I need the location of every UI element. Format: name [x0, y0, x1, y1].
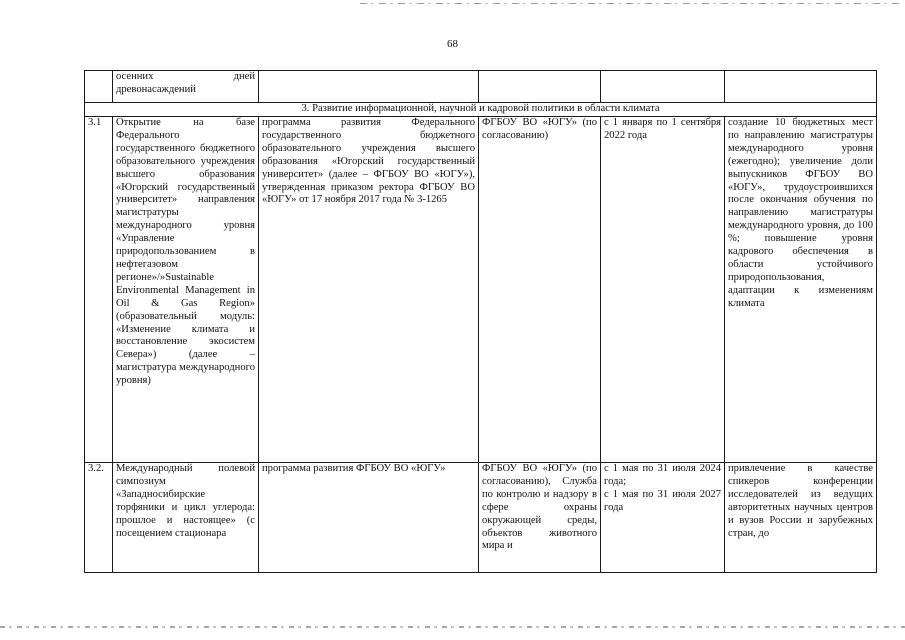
term-period-2: с 1 мая по 31 июля 2027 года	[604, 488, 721, 513]
cell-num-empty	[85, 71, 113, 103]
section-heading-row	[85, 103, 877, 117]
cell-basis: программа развития Федерального государственного бюджетного образовательного учреждения высшего образования «Югорский государственный университет» (далее – ФГБОУ ВО «ЮГУ»), утвержденная приказом ректора ФГБОУ ВО «ЮГУ» от 17 ноября 2017 года № 3-1265	[259, 117, 479, 463]
cell-executor: ФГБОУ ВО «ЮГУ» (по согласованию), Служба по контролю и надзору в сфере охраны окружающей среды, объектов животного мира и	[479, 463, 601, 573]
cell-result-empty	[725, 71, 877, 103]
cell-basis-empty	[259, 71, 479, 103]
cell-result: создание 10 бюджетных мест по направлению магистратуры международного уровня (ежегодно); увеличение доли выпускников ФГБОУ ВО «ЮГУ», трудоустроившихся после окончания обучения по направлению магистратуры международного уровня, до 100 %; повышение уровня кадрового обеспечения в области устойчивого природопользования, адаптации к изменениям климата	[725, 117, 877, 463]
row-number: 3.1	[85, 117, 113, 463]
cell-measure-continued: осенних дней древонасаждений	[113, 71, 259, 103]
table-row-3-1	[85, 117, 877, 463]
table-row-3-2	[85, 463, 877, 573]
cell-executor: ФГБОУ ВО «ЮГУ» (по согласованию)	[479, 117, 601, 463]
cell-term-empty	[601, 71, 725, 103]
cell-executor-empty	[479, 71, 601, 103]
term-period-1: с 1 мая по 31 июля 2024 года;	[604, 463, 721, 487]
cell-measure: Открытие на базе Федерального государственного бюджетного образовательного учреждения высшего образования «Югорский государственный университет» направления магистратуры международного уровня «Управление природопользованием в нефтегазовом регионе»/»Sustainable Environmental Management in Oil & Gas Region» (образовательный модуль: «Изменение климата и восстановление экосистем Севера») (далее – магистратура международного уровня)	[113, 117, 259, 463]
cell-term	[601, 463, 725, 573]
cell-measure: Международный полевой симпозиум «Западносибирские торфяники и цикл углерода: прошлое и настоящее» (с посещением стационара	[113, 463, 259, 573]
cell-term: с 1 января по 1 сентября 2022 года	[601, 117, 725, 463]
cell-basis: программа развития ФГБОУ ВО «ЮГУ»	[259, 463, 479, 573]
cell-result: привлечение в качестве спикеров конференции исследователей из ведущих авторитетных научных центров и вузов России и зарубежных стран, до	[725, 463, 877, 573]
table-row-continued	[85, 71, 877, 103]
measures-table	[84, 70, 877, 573]
scan-edge-bottom	[0, 626, 905, 628]
row-number: 3.2.	[85, 463, 113, 573]
scan-edge-top	[360, 3, 900, 4]
section-heading: 3. Развитие информационной, научной и кадровой политики в области климата	[85, 103, 877, 117]
page-number: 68	[447, 38, 458, 50]
